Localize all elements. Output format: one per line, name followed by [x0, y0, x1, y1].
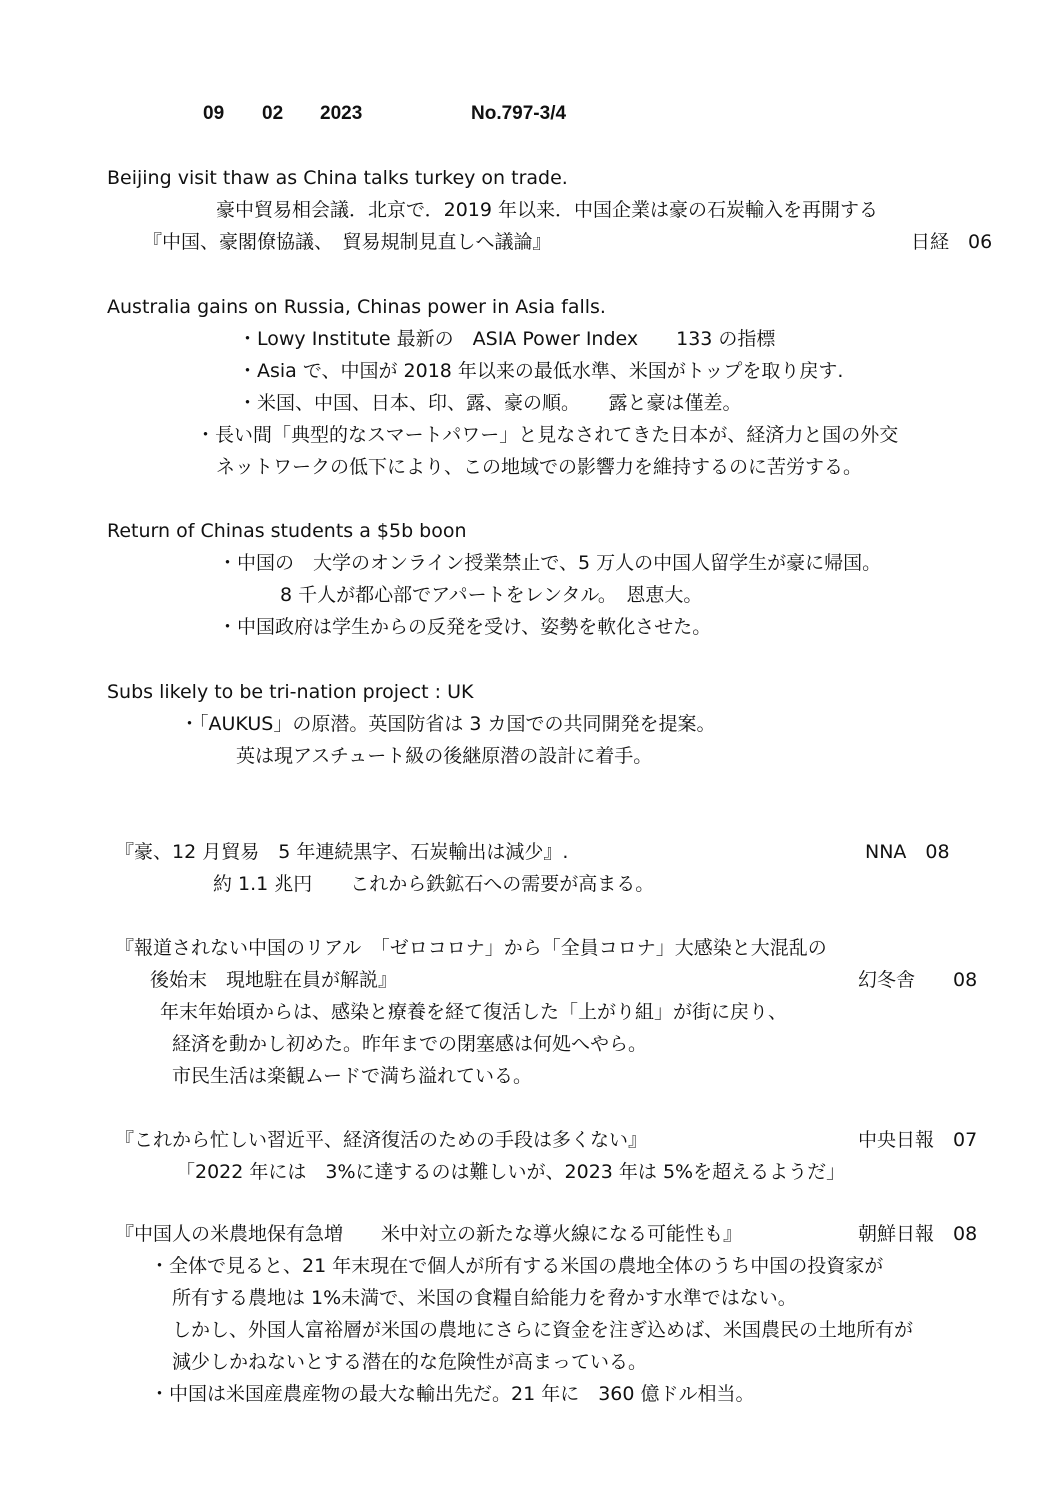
date-year: 2023: [320, 103, 363, 124]
date-month: 02: [262, 103, 284, 124]
s5-source: NNA 08: [865, 841, 950, 863]
s2-title: Australia gains on Russia, Chinas power in Asia falls.: [107, 296, 606, 318]
s5-title: 『豪、12 月貿易 5 年連続黒字、石炭輸出は減少』.: [115, 841, 569, 863]
s1-line2: 『中国、豪閣僚協議、 貿易規制見直しへ議論』: [143, 231, 552, 253]
s8-bullet1-cont3: 減少しかねないとする潜在的な危険性が高まっている。: [172, 1351, 648, 1373]
s2-bullet3: ・米国、中国、日本、印、露、豪の順。 露と豪は僅差。: [238, 392, 742, 414]
issue-number: No.797-3/4: [471, 103, 567, 124]
s1-line1: 豪中貿易相会議．北京で．2019 年以来．中国企業は豪の石炭輸入を再開する: [216, 199, 879, 221]
s8-bullet1: ・全体で見ると、21 年末現在で個人が所有する米国の農地全体のうち中国の投資家が: [150, 1255, 884, 1277]
s3-bullet1-cont: 8 千人が都心部でアパートをレンタル。 恩恵大。: [280, 584, 703, 606]
s6-title-cont: 後始末 現地駐在員が解説』: [150, 969, 398, 991]
s4-bullet1: ・「AUKUS」の原潜。英国防省は 3 カ国での共同開発を提案。: [180, 713, 716, 735]
s8-source: 朝鮮日報 08: [858, 1223, 978, 1245]
s3-title: Return of Chinas students a $5b boon: [107, 520, 467, 542]
s6-title: 『報道されない中国のリアル 「ゼロコロナ」から「全員コロナ」大感染と大混乱の: [115, 937, 827, 959]
s5-line1: 約 1.1 兆円 これから鉄鉱石への需要が高まる。: [213, 873, 655, 895]
s6-line2: 経済を動かし初めた。昨年までの閉塞感は何処へやら。: [172, 1033, 648, 1055]
s7-source: 中央日報 07: [858, 1129, 978, 1151]
s2-bullet1: ・Lowy Institute 最新の ASIA Power Index 133 の指標: [238, 328, 776, 350]
s8-title: 『中国人の米農地保有急増 米中対立の新たな導火線になる可能性も』: [115, 1223, 743, 1245]
s4-title: Subs likely to be tri-nation project : UK: [107, 681, 474, 703]
s2-bullet4-cont: ネットワークの低下により、この地域での影響力を維持するのに苦労する。: [216, 456, 863, 478]
s8-bullet1-cont2: しかし、外国人富裕層が米国の農地にさらに資金を注ぎ込めば、米国農民の土地所有が: [172, 1319, 914, 1341]
s1-source: 日経 06: [911, 231, 993, 253]
s6-line3: 市民生活は楽観ムードで満ち溢れている。: [172, 1065, 533, 1087]
s8-bullet1-cont1: 所有する農地は 1%未満で、米国の食糧自給能力を脅かす水準ではない。: [172, 1287, 797, 1309]
s2-bullet2: ・Asia で、中国が 2018 年以来の最低水準、米国がトップを取り戻す.: [238, 360, 844, 382]
s6-line1: 年末年始頃からは、感染と療養を経て復活した「上がり組」が街に戻り、: [160, 1001, 788, 1023]
s1-title: Beijing visit thaw as China talks turkey on trade.: [107, 167, 568, 189]
s3-bullet1: ・中国の 大学のオンライン授業禁止で、5 万人の中国人留学生が豪に帰国。: [218, 552, 882, 574]
s6-source: 幻冬舎 08: [858, 969, 978, 991]
s7-title: 『これから忙しい習近平、経済復活のための手段は多くない』: [115, 1129, 648, 1151]
s7-line1: 「2022 年には 3%に達するのは難しいが、2023 年は 5%を超えるようだ」: [176, 1161, 846, 1183]
s8-bullet2: ・中国は米国産農産物の最大な輸出先だ。21 年に 360 億ドル相当。: [150, 1383, 755, 1405]
s2-bullet4: ・長い間「典型的なスマートパワー」と見なされてきた日本が、経済力と国の外交: [196, 424, 899, 446]
date-day: 09: [203, 103, 225, 124]
s3-bullet2: ・中国政府は学生からの反発を受け、姿勢を軟化させた。: [218, 616, 712, 638]
s4-bullet1-cont: 英は現アスチュート級の後継原潜の設計に着手。: [236, 745, 653, 767]
